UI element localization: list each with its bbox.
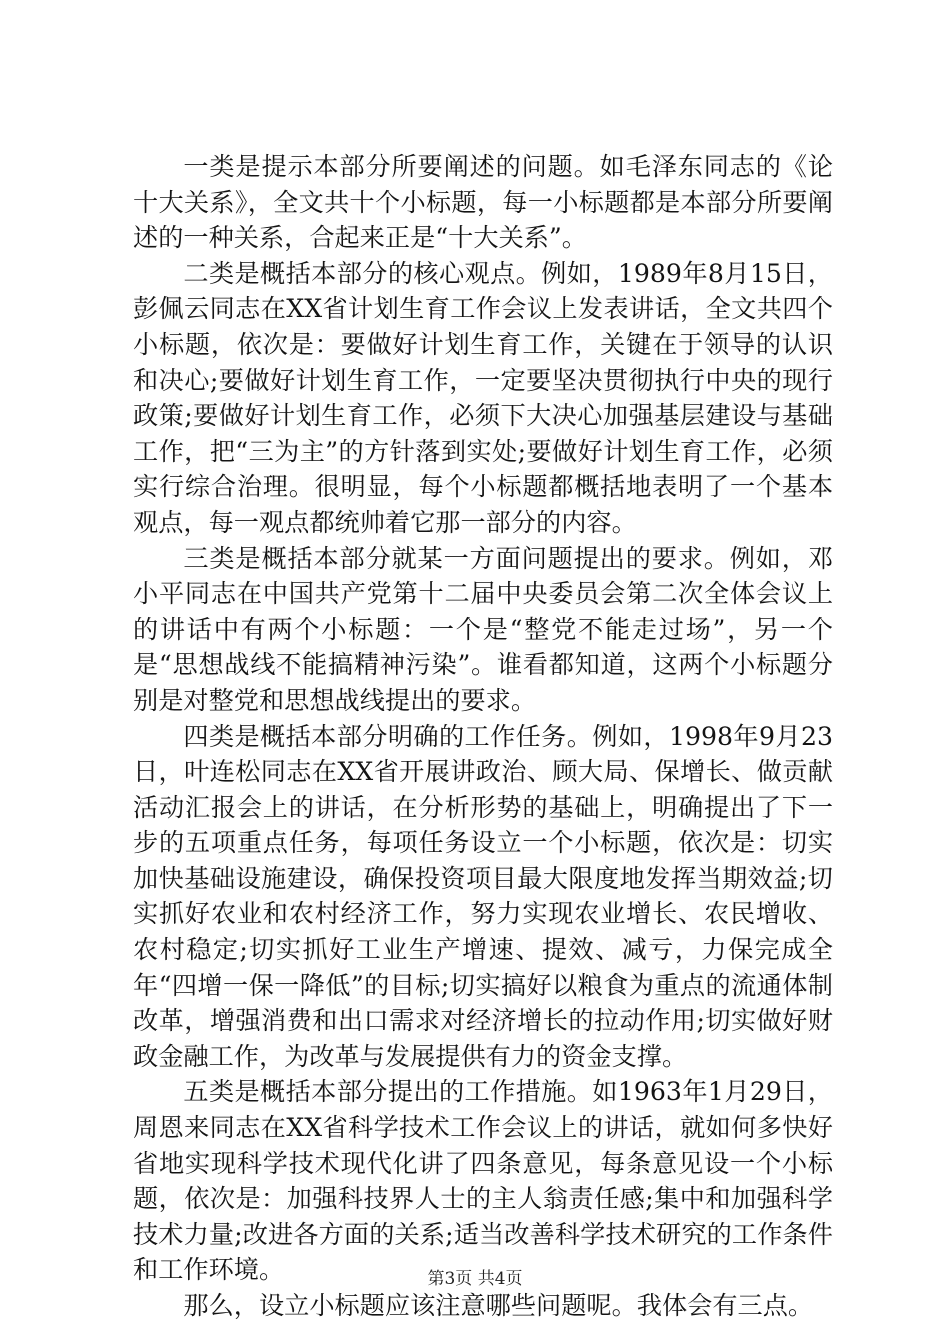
page-number-footer: 第3页 共4页 [427, 1269, 523, 1289]
paragraph-category-five: 五类是概括本部分提出的工作措施。如1963年1月29日，周恩来同志在XX省科学技术工作会议上的讲话，就如何多快好省地实现科学技术现代化讲了四条意见，每条意见设一个小标题，依次是：加强科技界人士的主人翁责任感;集中和加强科学技术力量;改进各方面的关系;适当改善科学技术研究的工作条件和工作环境。 [133, 1077, 833, 1285]
document-body [133, 149, 833, 1324]
paragraph-category-two: 二类是概括本部分的核心观点。例如，1989年8月15日，彭佩云同志在XX省计划生育工作会议上发表讲话，全文共四个小标题，依次是：要做好计划生育工作，关键在于领导的认识和决心;要做好计划生育工作，一定要坚决贯彻执行中央的现行政策;要做好计划生育工作，必须下大决心加强基层建设与基础工作，把“三为主”的方针落到实处;要做好计划生育工作，必须实行综合治理。很明显，每个小标题都概括地表明了一个基本观点，每一观点都统帅着它那一部分的内容。 [133, 258, 833, 537]
paragraph-category-three: 三类是概括本部分就某一方面问题提出的要求。例如，邓小平同志在中国共产党第十二届中央委员会第二次全体会议上的讲话中有两个小标题：一个是“整党不能走过场”，另一个是“思想战线不能搞精神污染”。谁看都知道，这两个小标题分别是对整党和思想战线提出的要求。 [133, 543, 833, 715]
paragraph-closing-question: 那么，设立小标题应该注意哪些问题呢。我体会有三点。 [183, 1291, 814, 1320]
paragraph-category-four: 四类是概括本部分明确的工作任务。例如，1998年9月23日，叶连松同志在XX省开展讲政治、顾大局、保增长、做贡献活动汇报会上的讲话，在分析形势的基础上，明确提出了下一步的五项重点任务，每项任务设立一个小标题，依次是：切实加快基础设施建设，确保投资项目最大限度地发挥当期效益;切实抓好农业和农村经济工作，努力实现农业增长、农民增收、农村稳定;切实抓好工业生产增速、提效、减亏，力保完成全年“四增一保一降低”的目标;切实搞好以粮食为重点的流通体制改革，增强消费和出口需求对经济增长的拉动作用;切实做好财政金融工作，为改革与发展提供有力的资金支撑。 [133, 721, 833, 1071]
paragraph-category-one: 一类是提示本部分所要阐述的问题。如毛泽东同志的《论十大关系》，全文共十个小标题，每一小标题都是本部分所要阐述的一种关系，合起来正是“十大关系”。 [133, 152, 833, 253]
